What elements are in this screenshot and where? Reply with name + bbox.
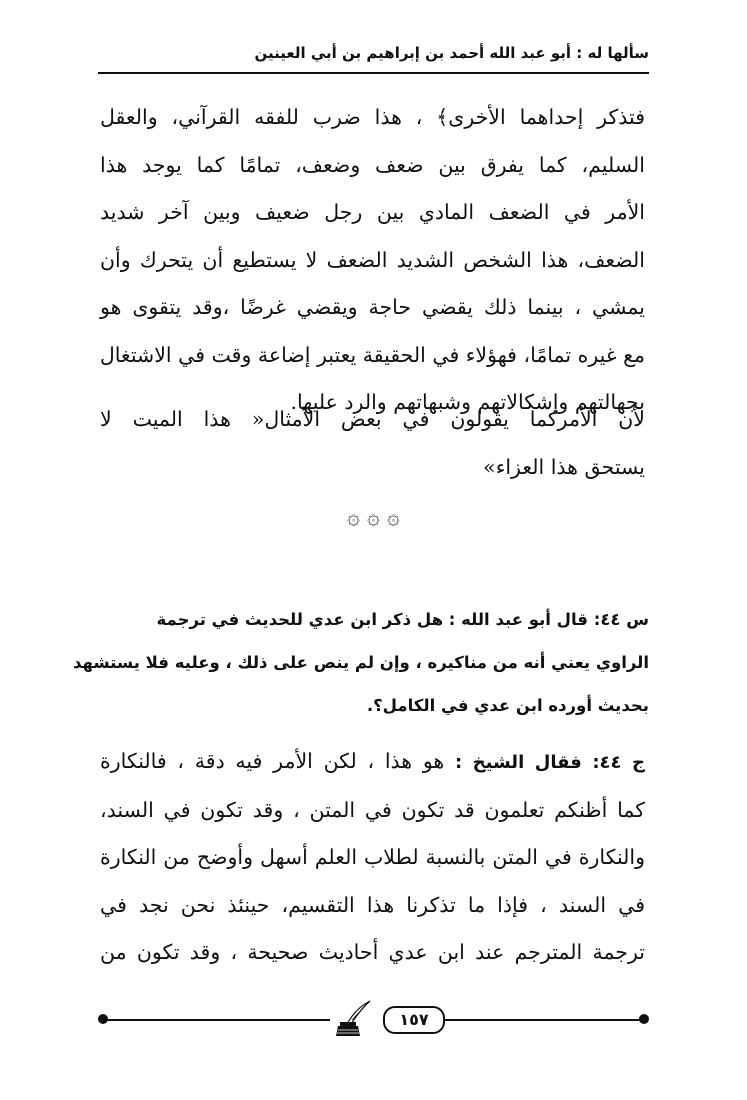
question-line: الراوي يعني أنه من مناكيره ، وإن لم ينص على ذلك ، وعليه فلا يستشهد — [72, 653, 649, 672]
text-line: فتذكر إحداهما الأخرى﴾ ، هذا ضرب للفقه القرآني، والعقل — [100, 105, 645, 129]
text-line: يمشي ، بينما ذلك يقضي حاجة ويقضي غرضًا ،وقد يتقوى هو — [100, 295, 645, 319]
section-ornaments: ۞ ۞ ۞ — [347, 505, 400, 530]
text-line: الأمر في الضعف المادي بين رجل ضعيف وبين آخر شديد — [100, 200, 645, 224]
text-line: في السند ، فإذا ما تذكرنا هذا التقسيم، حينئذ نحن نجد في — [100, 892, 645, 917]
text-line: السليم، كما يفرق بين ضعف وضعف، تمامًا كما يوجد هذا — [100, 152, 645, 177]
answer-block — [100, 738, 645, 977]
answer-first-line — [100, 738, 645, 787]
paragraph-continued — [100, 94, 645, 427]
question-block — [72, 598, 649, 727]
text-line: لأن الأمركما يقولون في بعض الأمثال« هذا الميت لا — [100, 407, 645, 431]
answer-text: هو هذا ، لكن الأمر فيه دقة ، فالنكارة — [100, 749, 445, 773]
text-line: يستحق هذا العزاء» — [483, 454, 645, 479]
page-number: ١٥٧ — [383, 1006, 445, 1034]
header-rule — [98, 72, 649, 74]
footer-right-dot — [639, 1014, 649, 1024]
footer-left-rule — [104, 1019, 330, 1021]
text-line: مع غيره تمامًا، فهؤلاء في الحقيقة يعتبر إضاعة وقت في الاشتغال — [99, 342, 645, 367]
text-line: كما أظنكم تعلمون قد تكون في المتن ، وقد تكون في السند، — [100, 797, 645, 822]
page-footer — [98, 1000, 649, 1040]
footer-right-rule — [443, 1019, 643, 1021]
text-line: بجهالتهم وإشكالاتهم وشبهاتهم والرد عليها. — [290, 390, 645, 414]
answer-heading: ج ٤٤: فقال الشيخ : — [454, 752, 645, 773]
question-line: س ٤٤: قال أبو عبد الله : هل ذكر ابن عدي للحديث في ترجمة — [156, 610, 649, 629]
text-line: ترجمة المترجم عند ابن عدي أحاديث صحيحة ، وقد تكون من — [100, 940, 645, 964]
text-line: الضعف، هذا الشخص الشديد الضعف لا يستطيع أن يتحرك وأن — [100, 247, 645, 272]
paragraph-proverb — [100, 396, 645, 491]
inkwell-quill-icon — [332, 1000, 372, 1038]
question-line: بحديث أورده ابن عدي في الكامل؟. — [366, 696, 649, 715]
running-header: سألها له : أبو عبد الله أحمد بن إبراهيم بن أبي العينين — [254, 44, 649, 62]
text-line: والنكارة في المتن بالنسبة لطلاب العلم أسهل وأوضح من النكارة — [100, 845, 645, 869]
